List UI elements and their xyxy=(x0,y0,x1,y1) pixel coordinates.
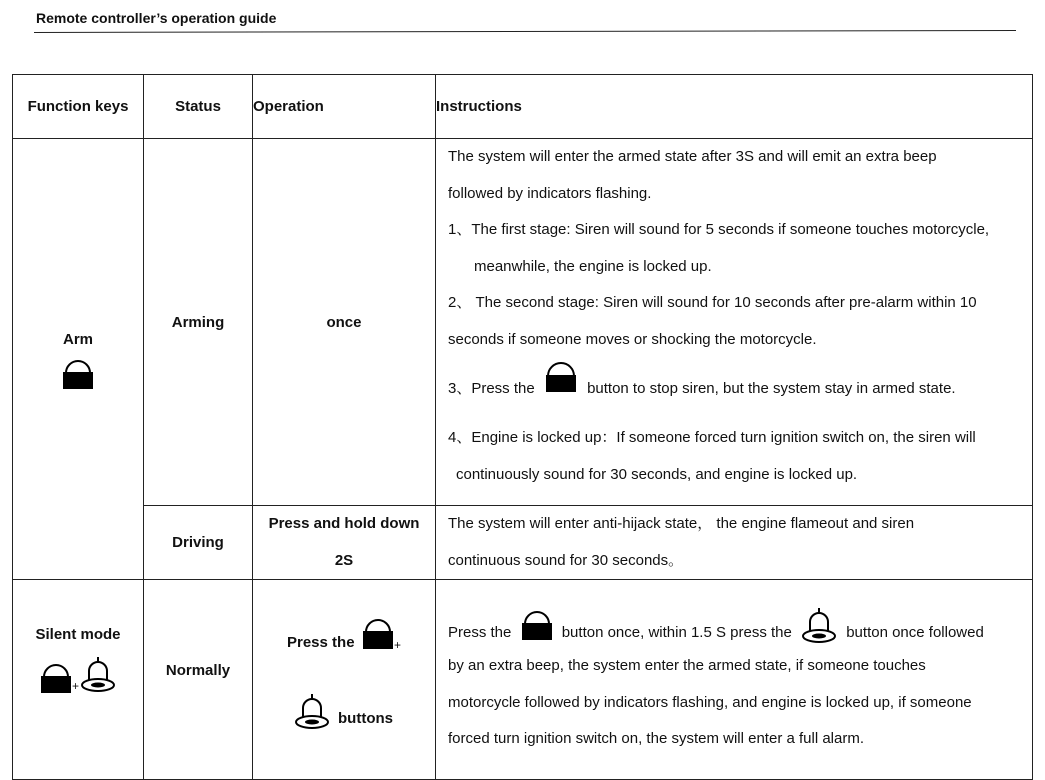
lock-icon xyxy=(40,661,72,697)
instruction-line: 1、The first stage: Siren will sound for 5 seconds if someone touches motorcycle, xyxy=(448,221,990,238)
status-driving: Driving xyxy=(144,506,253,580)
operation-guide-table xyxy=(12,74,1033,780)
instruction-text: 3、Press the xyxy=(448,380,535,397)
instruction-line: continuous sound for 30 seconds。 xyxy=(448,551,684,569)
operation-press-hold xyxy=(253,506,436,580)
header-operation: Operation xyxy=(253,75,436,139)
lock-icon xyxy=(362,616,394,654)
header-function-keys: Function keys xyxy=(13,75,144,139)
bell-icon xyxy=(294,690,330,734)
operation-line: Press and hold down xyxy=(268,515,420,532)
document-title: Remote controller’s operation guide xyxy=(36,10,277,26)
bell-icon xyxy=(80,653,116,697)
instruction-line: The system will enter the armed state after 3S and will emit an extra beep xyxy=(448,148,937,165)
instruction-line-press xyxy=(448,604,1032,648)
instructions-arming xyxy=(436,139,1033,506)
instructions-silent-mode xyxy=(436,580,1033,780)
instruction-line-press xyxy=(448,358,1032,420)
operation-press-text: Press the xyxy=(287,634,355,651)
operation-line: 2S xyxy=(334,551,354,569)
instruction-line: 2、 The second stage: Siren will sound for 10 seconds after pre-alarm within 10 xyxy=(448,294,977,311)
instruction-line: continuously sound for 30 seconds, and engine is locked up. xyxy=(456,465,858,483)
silent-key-combo xyxy=(13,657,143,697)
operation-buttons-text: buttons xyxy=(338,710,393,727)
header-instructions: Instructions xyxy=(436,75,1033,139)
status-normally: Normally xyxy=(144,580,253,780)
instruction-line: 4、Engine is locked up：If someone forced turn ignition switch on, the siren will xyxy=(448,429,976,446)
instruction-line: motorcycle followed by indicators flashing, and engine is locked up, if someone xyxy=(448,693,972,711)
status-arming: Arming xyxy=(144,139,253,506)
instruction-text: button once followed xyxy=(846,623,984,641)
instruction-line: meanwhile, the engine is locked up. xyxy=(474,257,712,275)
plus-sign: + xyxy=(72,679,80,693)
instruction-text: button once, within 1.5 S press the xyxy=(561,623,792,641)
instruction-line: The system will enter anti-hijack state， the engine flameout and siren xyxy=(448,515,915,532)
header-status: Status xyxy=(144,75,253,139)
operation-press-buttons xyxy=(253,580,436,780)
instruction-line: forced turn ignition switch on, the system will enter a full alarm. xyxy=(448,730,865,747)
instructions-driving xyxy=(436,506,1033,580)
title-divider xyxy=(34,30,1016,33)
table-row-arm-driving xyxy=(13,506,1033,580)
lock-icon xyxy=(545,358,577,420)
instruction-text: Press the xyxy=(448,623,512,641)
function-key-arm-label: Arm xyxy=(62,330,93,348)
instruction-line: seconds if someone moves or shocking the motorcycle. xyxy=(448,330,817,348)
plus-sign: + xyxy=(394,638,402,652)
lock-icon xyxy=(13,356,143,394)
operation-once: once xyxy=(253,139,436,506)
table-row-silent-mode xyxy=(13,580,1033,780)
function-key-silent-mode xyxy=(13,580,144,780)
function-key-silent-label: Silent mode xyxy=(35,626,121,643)
instruction-line: by an extra beep, the system enter the armed state, if someone touches xyxy=(448,657,926,674)
table-row-arm-arming xyxy=(13,139,1033,506)
instruction-text: button to stop siren, but the system stay in armed state. xyxy=(587,380,956,397)
operation-press-line xyxy=(253,616,435,692)
function-key-arm xyxy=(13,139,144,580)
instruction-line: followed by indicators flashing. xyxy=(448,184,652,202)
header-row xyxy=(13,75,1033,139)
operation-buttons-line xyxy=(253,692,435,738)
